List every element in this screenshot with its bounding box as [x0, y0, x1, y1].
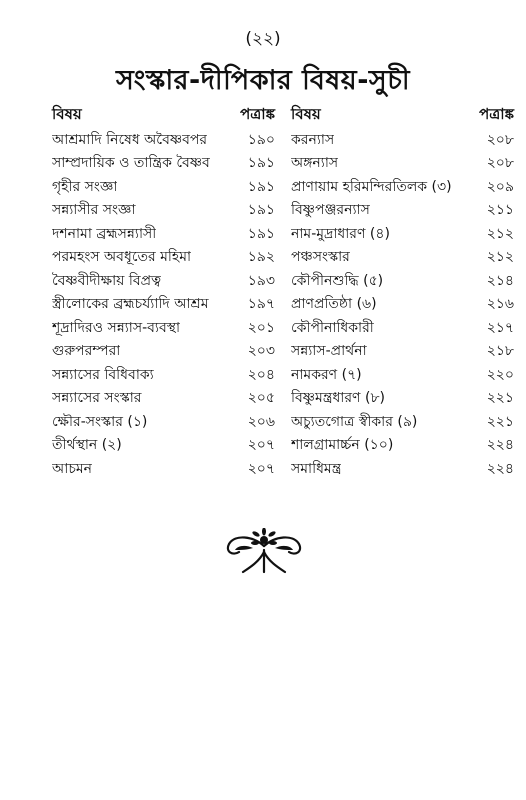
toc-entry-title: প্রাণায়াম হরিমন্দিরতিলক (৩) — [291, 178, 452, 195]
toc-entry-title: আচমন — [52, 460, 93, 477]
toc-entry — [291, 222, 514, 246]
toc-entry-page: ১৯১ — [247, 225, 275, 242]
toc-entry-page: ২১৭ — [486, 319, 514, 336]
toc-entry-title: কৌপীনশুদ্ধি (৫) — [291, 272, 384, 289]
toc-entry — [291, 434, 514, 458]
toc-entry-page: ১৯৭ — [247, 296, 275, 313]
toc-entry-title: সন্ন্যাসের বিধিবাক্য — [52, 366, 154, 383]
toc-entry — [52, 222, 275, 246]
page-title: সংস্কার-দীপিকার বিষয়-সুচী — [115, 65, 411, 96]
toc-entry-page: ২১১ — [486, 202, 514, 219]
toc-entry-title: বিষ্ণুমন্ত্রধারণ (৮) — [291, 390, 385, 407]
toc-entry-title: সন্ন্যাসীর সংজ্ঞা — [52, 202, 136, 219]
toc-entry-title: বিষ্ণুপঞ্জরন্যাস — [291, 202, 370, 219]
toc-entry-page: ২১২ — [486, 225, 514, 242]
toc-entry-page: ২১৪ — [486, 272, 514, 289]
toc-entry-page: ১৯১ — [247, 155, 275, 172]
toc-left-header — [52, 100, 275, 128]
toc-right-entries — [291, 128, 514, 481]
toc-entry — [291, 316, 514, 340]
toc-entry-page: ২২১ — [486, 390, 514, 407]
toc-right-header — [291, 100, 514, 128]
toc-entry-title: সমাধিমন্ত্র — [291, 460, 342, 477]
toc-entry — [291, 363, 514, 387]
toc-entry-title: করন্যাস — [291, 131, 335, 148]
toc-entry-title: সাম্প্রদায়িক ও তান্ত্রিক বৈষ্ণব — [52, 155, 210, 172]
toc-entry-page: ২১২ — [486, 249, 514, 266]
toc-entry — [52, 199, 275, 223]
floral-ornament-icon — [223, 528, 305, 576]
toc-entry — [52, 434, 275, 458]
toc-entry — [52, 269, 275, 293]
toc-entry-title: গৃহীর সংজ্ঞা — [52, 178, 118, 195]
toc-entry-title: বৈষ্ণবীদীক্ষায় বিপ্রত্ব — [52, 272, 162, 289]
toc-entry-title: সন্ন্যাসের সংস্কার — [52, 390, 142, 407]
toc-entry — [52, 175, 275, 199]
toc-left-column — [52, 100, 275, 481]
toc-entry-title: নাম-মুদ্রাধারণ (৪) — [291, 225, 390, 242]
toc-entry-page: ২০৭ — [247, 460, 275, 477]
toc-entry-page: ২০১ — [247, 319, 275, 336]
toc-entry — [291, 269, 514, 293]
toc-left-entries — [52, 128, 275, 481]
page-number: (২২) — [245, 29, 281, 49]
toc-entry — [291, 199, 514, 223]
page-heading: পত্রাঙ্ক — [479, 105, 514, 123]
toc-entry — [291, 387, 514, 411]
toc-entry — [291, 457, 514, 481]
toc-entry-title: গুরুপরম্পরা — [52, 343, 121, 360]
toc-entry-page: ২০৯ — [486, 178, 514, 195]
toc-entry — [52, 340, 275, 364]
toc-entry-title: শূদ্রাদিরও সন্ন্যাস-ব্যবস্থা — [52, 319, 181, 336]
toc-entry — [291, 246, 514, 270]
toc-entry-page: ১৯২ — [247, 249, 275, 266]
toc-entry-title: প্রাণপ্রতিষ্ঠা (৬) — [291, 296, 377, 313]
toc-entry — [52, 387, 275, 411]
toc-entry-page: ২২৪ — [486, 437, 514, 454]
toc-entry-page: ২০৮ — [486, 131, 514, 148]
toc-entry — [52, 293, 275, 317]
toc-entry-title: পরমহংস অবধূতের মহিমা — [52, 249, 192, 266]
toc-entry-page: ২০৭ — [247, 437, 275, 454]
toc-entry — [291, 152, 514, 176]
toc-entry — [52, 457, 275, 481]
toc-entry — [52, 246, 275, 270]
toc-entry — [52, 152, 275, 176]
toc-entry — [291, 410, 514, 434]
toc-entry-title: কৌপীনাধিকারী — [291, 319, 374, 336]
page-heading: পত্রাঙ্ক — [240, 105, 275, 123]
toc-entry-page: ২০৮ — [486, 155, 514, 172]
toc-entry-title: তীর্থস্থান (২) — [52, 437, 122, 454]
toc-entry — [291, 175, 514, 199]
toc-entry-title: নামকরণ (৭) — [291, 366, 362, 383]
toc-entry-page: ২২১ — [486, 413, 514, 430]
toc-right-column — [291, 100, 514, 481]
toc-entry-page: ১৯৩ — [247, 272, 275, 289]
toc-entry — [291, 340, 514, 364]
toc-entry — [52, 316, 275, 340]
toc-entry-title: দশনামা ব্রহ্মসন্ন্যাসী — [52, 225, 157, 242]
toc-entry-title: ক্ষৌর-সংস্কার (১) — [52, 413, 148, 430]
toc-entry-page: ২১৮ — [486, 343, 514, 360]
subject-heading: বিষয় — [291, 105, 321, 123]
toc-entry-title: স্ত্রীলোকের ব্রহ্মচর্য্যাদি আশ্রম — [52, 296, 209, 313]
toc-entry-title: শালগ্রামার্চ্চন (১০) — [291, 437, 394, 454]
toc-entry-page: ২১৬ — [486, 296, 514, 313]
toc-entry-page: ২০৫ — [247, 390, 275, 407]
toc-entry-page: ২২৪ — [486, 460, 514, 477]
toc-entry-title: পঞ্চসংস্কার — [291, 249, 350, 266]
toc-entry — [291, 293, 514, 317]
toc-entry-title: আশ্রমাদি নিষেধ অবৈষ্ণবপর — [52, 131, 208, 148]
toc-entry-page: ১৯১ — [247, 178, 275, 195]
toc-entry-title: অচ্যুতগোত্র স্বীকার (৯) — [291, 413, 418, 430]
subject-heading: বিষয় — [52, 105, 82, 123]
toc-entry — [52, 410, 275, 434]
toc-entry-title: সন্ন্যাস-প্রার্থনা — [291, 343, 367, 360]
toc-entry — [291, 128, 514, 152]
toc-entry-page: ২০৪ — [247, 366, 275, 383]
toc-entry-page: ১৯০ — [247, 131, 275, 148]
table-of-contents — [52, 100, 514, 481]
toc-entry-page: ২০৩ — [247, 343, 275, 360]
toc-entry-page: ২০৬ — [247, 413, 275, 430]
toc-entry-page: ১৯১ — [247, 202, 275, 219]
toc-entry-title: অঙ্গন্যাস — [291, 155, 339, 172]
toc-entry — [52, 128, 275, 152]
toc-entry — [52, 363, 275, 387]
toc-entry-page: ২২০ — [486, 366, 514, 383]
